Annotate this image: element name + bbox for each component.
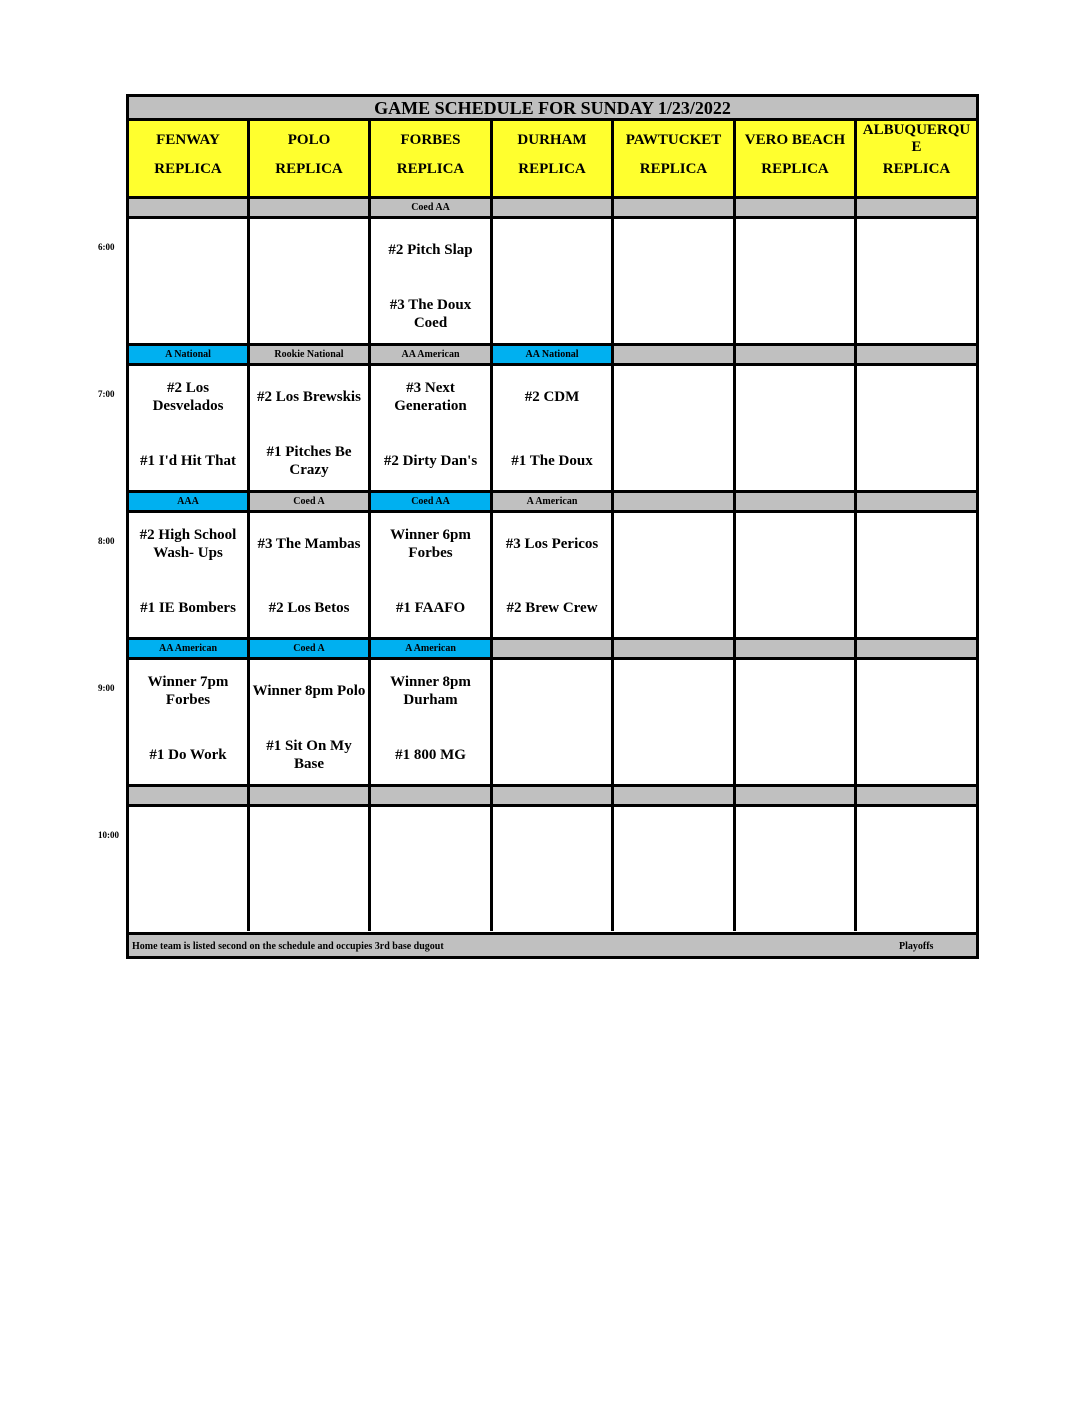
- game-cell: [614, 513, 736, 637]
- home-team: [738, 882, 852, 922]
- field-subtitle: REPLICA: [275, 161, 343, 177]
- division-row: [129, 784, 976, 807]
- division-label: [857, 346, 976, 363]
- game-cell: [250, 807, 371, 931]
- playoffs-legend: Playoffs: [899, 941, 934, 952]
- home-team: [859, 735, 974, 775]
- division-row: [129, 637, 976, 660]
- division-label: A National: [129, 346, 250, 363]
- field-header-6: [736, 121, 857, 196]
- game-cell: [493, 807, 614, 931]
- time-label: 9:00: [98, 683, 115, 693]
- home-team: #1 Do Work: [149, 747, 227, 763]
- home-team: [616, 441, 731, 481]
- field-name: VERO BEACH: [744, 132, 846, 148]
- home-team: [859, 588, 974, 628]
- home-team: #1 I'd Hit That: [140, 453, 236, 469]
- game-cell: [614, 219, 736, 343]
- game-cell: [371, 513, 493, 637]
- game-cell: [736, 219, 857, 343]
- game-row: [129, 366, 976, 490]
- field-name: POLO: [287, 132, 331, 148]
- division-label: Coed AA: [371, 493, 493, 510]
- game-cell: [371, 660, 493, 784]
- away-team: Winner 8pm Polo: [252, 683, 366, 699]
- division-label: A American: [493, 493, 614, 510]
- division-label: [736, 199, 857, 216]
- game-row: [129, 219, 976, 343]
- game-cell: [857, 660, 976, 784]
- game-cell: [250, 219, 371, 343]
- away-team: Winner 7pm Forbes: [147, 674, 229, 708]
- game-cell: [493, 366, 614, 490]
- division-label: [493, 199, 614, 216]
- footer-note: Home team is listed second on the schedule and occupies 3rd base dugout: [132, 941, 444, 952]
- home-team: [738, 588, 852, 628]
- field-name: FORBES: [400, 132, 461, 148]
- field-header-1: [129, 121, 250, 196]
- away-team: [131, 818, 245, 858]
- away-team: #3 Los Pericos: [505, 536, 599, 552]
- division-label: [129, 199, 250, 216]
- time-label: 7:00: [98, 389, 115, 399]
- game-cell: [736, 513, 857, 637]
- home-team: #1 Pitches Be Crazy: [266, 444, 352, 478]
- home-team: [859, 294, 974, 334]
- away-team: [252, 230, 366, 270]
- home-team: #1 FAAFO: [395, 600, 466, 616]
- game-cell: [493, 660, 614, 784]
- home-team: #1 The Doux: [511, 453, 593, 469]
- game-cell: [614, 660, 736, 784]
- division-label: [736, 493, 857, 510]
- home-team: #1 Sit On My Base: [266, 738, 352, 772]
- home-team: #2 Los Betos: [268, 600, 350, 616]
- division-label: [614, 199, 736, 216]
- division-label: AAA: [129, 493, 250, 510]
- game-cell: [371, 807, 493, 931]
- home-team: #3 The Doux Coed: [389, 297, 472, 331]
- home-team: [495, 294, 609, 334]
- game-cell: [736, 660, 857, 784]
- home-team: [373, 882, 488, 922]
- away-team: #2 CDM: [524, 389, 580, 405]
- home-team: #1 IE Bombers: [140, 600, 236, 616]
- away-team: [738, 377, 852, 417]
- home-team: [252, 294, 366, 334]
- field-header-3: [371, 121, 493, 196]
- game-cell: [250, 513, 371, 637]
- away-team: [495, 671, 609, 711]
- away-team: [616, 818, 731, 858]
- away-team: Winner 6pm Forbes: [390, 527, 471, 561]
- field-subtitle: REPLICA: [882, 161, 951, 177]
- away-team: #2 Los Brewskis: [257, 389, 361, 405]
- home-team: [616, 294, 731, 334]
- field-header-5: [614, 121, 736, 196]
- game-cell: [857, 513, 976, 637]
- game-cell: [493, 513, 614, 637]
- away-team: [859, 671, 974, 711]
- division-label: [250, 787, 371, 804]
- game-cell: [493, 219, 614, 343]
- game-cell: [857, 219, 976, 343]
- field-header-7: [857, 121, 976, 196]
- field-subtitle: REPLICA: [761, 161, 829, 177]
- schedule-title: GAME SCHEDULE FOR SUNDAY 1/23/2022: [129, 97, 976, 121]
- division-label: Coed A: [250, 640, 371, 657]
- game-cell: [371, 219, 493, 343]
- game-cell: [129, 219, 250, 343]
- division-label: A American: [371, 640, 493, 657]
- home-team: #2 Dirty Dan's: [383, 453, 478, 469]
- game-cell: [736, 807, 857, 931]
- away-team: [859, 524, 974, 564]
- home-team: [738, 441, 852, 481]
- home-team: [859, 441, 974, 481]
- home-team: [252, 882, 366, 922]
- game-cell: [129, 513, 250, 637]
- division-label: [857, 199, 976, 216]
- game-cell: [614, 366, 736, 490]
- division-label: AA American: [371, 346, 493, 363]
- away-team: [616, 524, 731, 564]
- away-team: #2 Los Desvelados: [152, 380, 224, 414]
- away-team: [738, 818, 852, 858]
- field-header-2: [250, 121, 371, 196]
- field-subtitle: REPLICA: [154, 161, 222, 177]
- game-cell: [736, 366, 857, 490]
- schedule-table: [126, 94, 979, 959]
- division-label: [129, 787, 250, 804]
- time-label: 10:00: [98, 830, 119, 840]
- division-label: [614, 640, 736, 657]
- field-subtitle: REPLICA: [518, 161, 586, 177]
- home-team: [495, 882, 609, 922]
- away-team: [373, 818, 488, 858]
- away-team: [252, 818, 366, 858]
- division-label: [614, 787, 736, 804]
- home-team: [616, 882, 731, 922]
- away-team: Winner 8pm Durham: [390, 674, 471, 708]
- division-label: AA National: [493, 346, 614, 363]
- division-label: [614, 346, 736, 363]
- away-team: [859, 230, 974, 270]
- field-name: ALBUQUERQU E: [862, 122, 971, 155]
- division-label: [857, 640, 976, 657]
- away-team: [738, 671, 852, 711]
- home-team: #1 800 MG: [395, 747, 466, 763]
- field-subtitle: REPLICA: [396, 161, 465, 177]
- game-cell: [250, 660, 371, 784]
- away-team: #3 Next Generation: [394, 380, 467, 414]
- division-row: [129, 490, 976, 513]
- away-team: [859, 377, 974, 417]
- division-label: [250, 199, 371, 216]
- division-label: [371, 787, 493, 804]
- away-team: [495, 230, 609, 270]
- field-name: DURHAM: [517, 132, 587, 148]
- game-cell: [129, 660, 250, 784]
- game-cell: [129, 366, 250, 490]
- home-team: #2 Brew Crew: [506, 600, 598, 616]
- home-team: [131, 294, 245, 334]
- field-header-row: [129, 121, 976, 196]
- field-header-4: [493, 121, 614, 196]
- division-row: [129, 196, 976, 219]
- home-team: [616, 588, 731, 628]
- division-label: [736, 787, 857, 804]
- away-team: #3 The Mambas: [257, 536, 361, 552]
- field-name: FENWAY: [156, 132, 220, 148]
- home-team: [616, 735, 731, 775]
- home-team: [131, 882, 245, 922]
- away-team: [859, 818, 974, 858]
- game-row: [129, 513, 976, 637]
- away-team: [131, 230, 245, 270]
- division-label: [857, 493, 976, 510]
- division-row: [129, 343, 976, 366]
- division-label: Coed A: [250, 493, 371, 510]
- away-team: [738, 230, 852, 270]
- schedule-footer: [129, 932, 976, 956]
- division-label: [736, 346, 857, 363]
- home-team: [495, 735, 609, 775]
- time-label: 8:00: [98, 536, 115, 546]
- field-subtitle: REPLICA: [639, 161, 708, 177]
- time-column: [0, 0, 128, 1000]
- division-label: [493, 640, 614, 657]
- division-label: Coed AA: [371, 199, 493, 216]
- home-team: [859, 882, 974, 922]
- time-label: 6:00: [98, 242, 115, 252]
- away-team: #2 Pitch Slap: [388, 242, 473, 258]
- division-label: Rookie National: [250, 346, 371, 363]
- division-label: [493, 787, 614, 804]
- field-name: PAWTUCKET: [625, 132, 722, 148]
- division-label: [736, 640, 857, 657]
- away-team: #2 High School Wash- Ups: [139, 527, 237, 561]
- game-cell: [857, 807, 976, 931]
- division-label: AA American: [129, 640, 250, 657]
- away-team: [616, 671, 731, 711]
- away-team: [495, 818, 609, 858]
- home-team: [738, 294, 852, 334]
- division-label: [857, 787, 976, 804]
- game-cell: [371, 366, 493, 490]
- division-label: [614, 493, 736, 510]
- game-cell: [614, 807, 736, 931]
- game-cell: [857, 366, 976, 490]
- home-team: [738, 735, 852, 775]
- away-team: [616, 377, 731, 417]
- game-row: [129, 660, 976, 784]
- game-cell: [129, 807, 250, 931]
- away-team: [616, 230, 731, 270]
- game-cell: [250, 366, 371, 490]
- away-team: [738, 524, 852, 564]
- game-row: [129, 807, 976, 931]
